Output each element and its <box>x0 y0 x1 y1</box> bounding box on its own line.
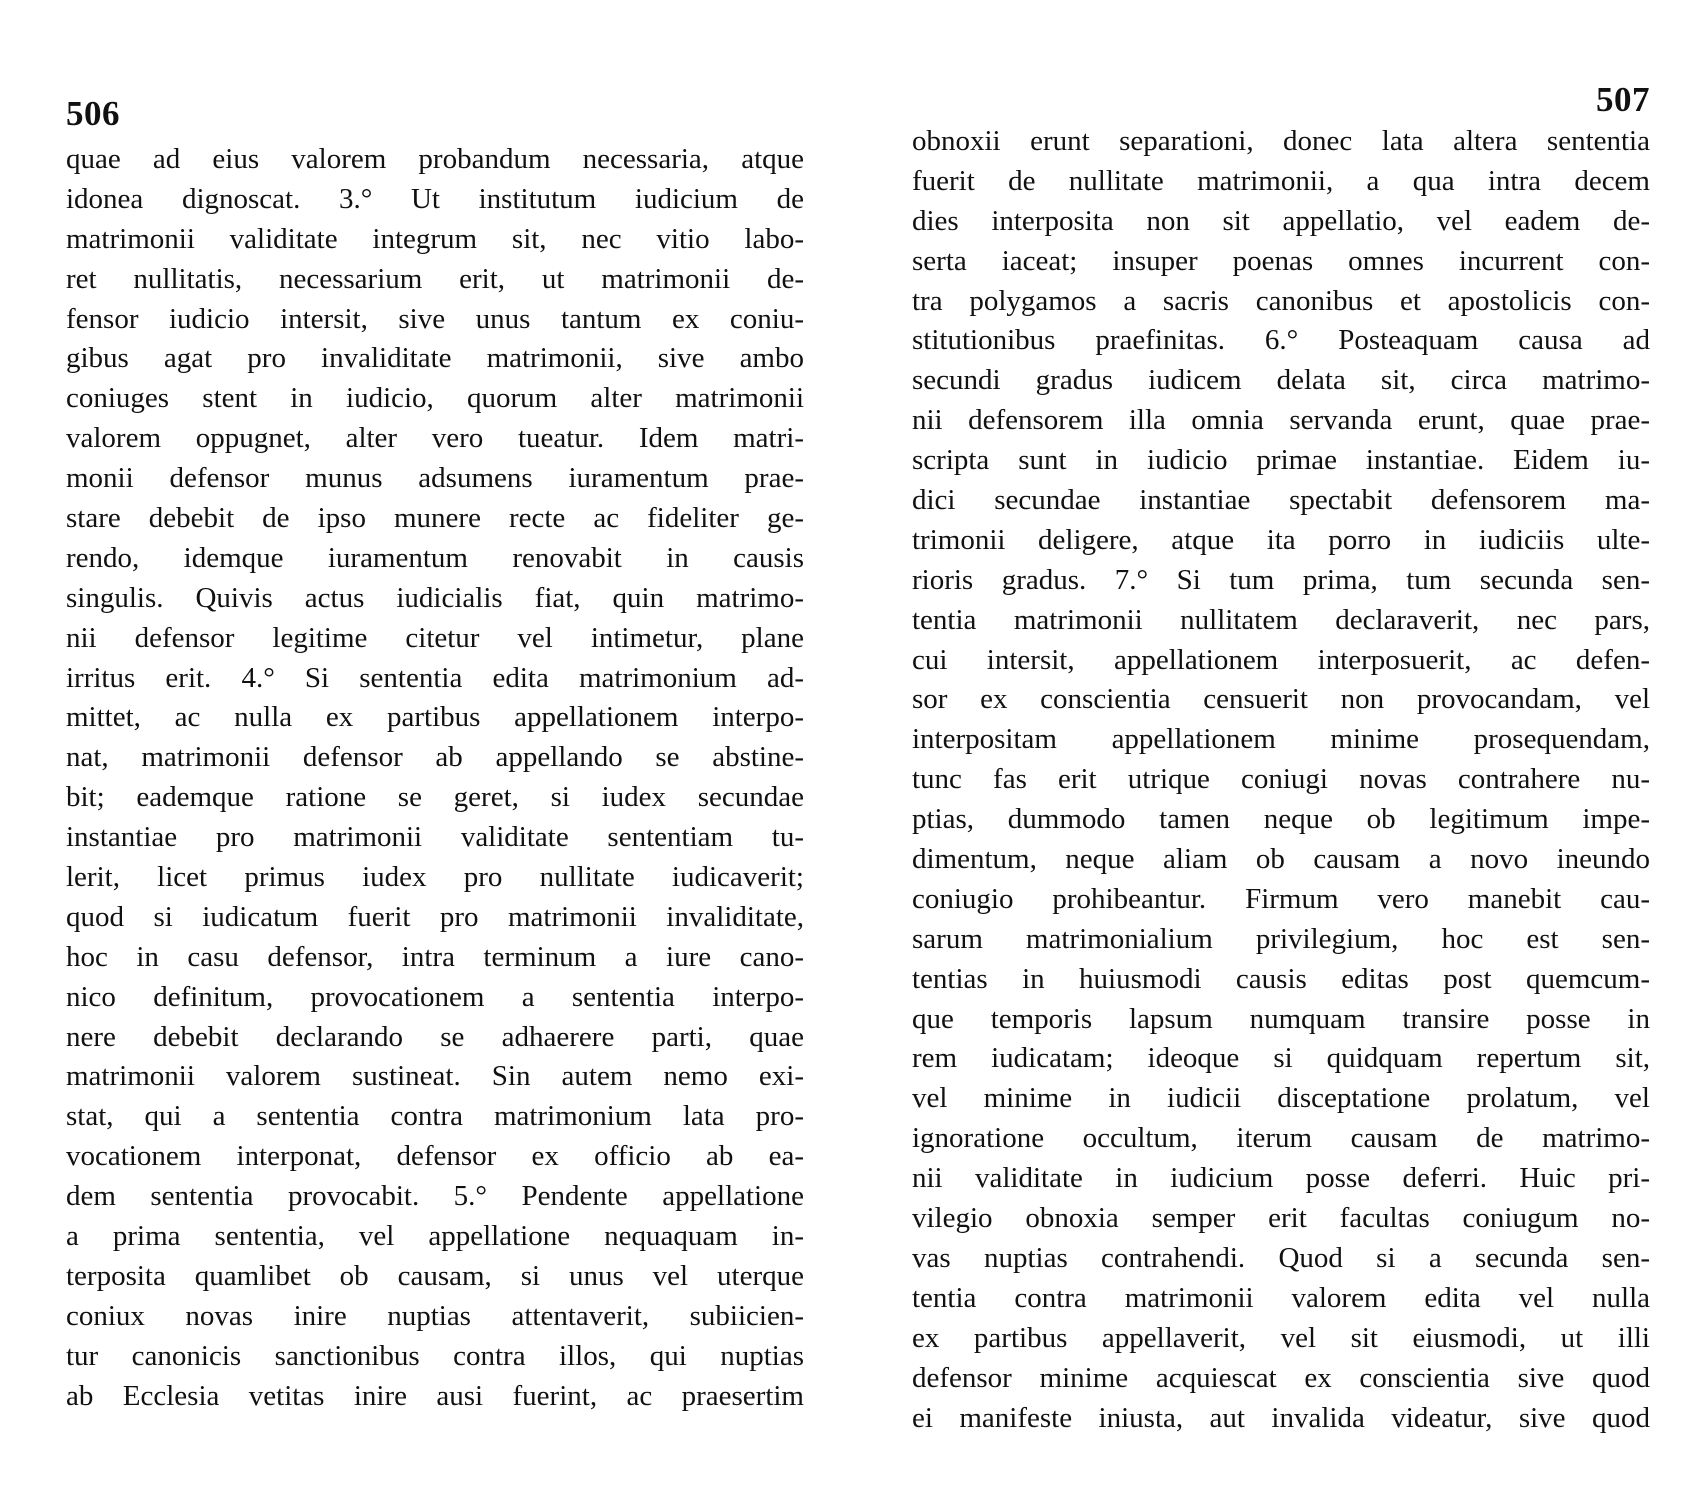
text-line: instantiae pro matrimonii validitate sententiam tu- <box>66 821 804 854</box>
text-line: monii defensor munus adsumens iuramentum prae- <box>66 462 804 495</box>
text-line: mittet, ac nulla ex partibus appellationem interpo- <box>66 701 804 734</box>
text-line: dem sententia provocabit. 5.° Pendente appellatione <box>66 1180 804 1213</box>
text-line: stat, qui a sententia contra matrimonium lata pro- <box>66 1100 804 1133</box>
text-line: nico definitum, provocationem a sententia interpo- <box>66 980 804 1013</box>
text-line: tra polygamos a sacris canonibus et apostolicis con- <box>912 284 1650 317</box>
text-line: interpositam appellationem minime prosequendam, <box>912 723 1650 756</box>
text-line: vocationem interponat, defensor ex officio ab ea- <box>66 1140 804 1173</box>
text-line: nere debebit declarando se adhaerere parti, quae <box>66 1020 804 1053</box>
text-line: matrimonii valorem sustineat. Sin autem nemo exi- <box>66 1060 804 1093</box>
text-line: rem iudicatam; ideoque si quidquam repertum sit, <box>912 1042 1650 1075</box>
text-line: nat, matrimonii defensor ab appellando se abstine- <box>66 741 804 774</box>
text-line: bit; eademque ratione se geret, si iudex secundae <box>66 781 804 814</box>
text-line: sor ex conscientia censuerit non provocandam, vel <box>912 683 1650 716</box>
text-line: scripta sunt in iudicio primae instantiae. Eidem iu- <box>912 444 1650 477</box>
text-line: tentia contra matrimonii valorem edita vel nulla <box>912 1281 1650 1314</box>
text-line: valorem oppugnet, alter vero tueatur. Idem matri- <box>66 422 804 455</box>
text-line: gibus agat pro invaliditate matrimonii, sive ambo <box>66 342 804 375</box>
left-page-text <box>66 140 804 1417</box>
right-page-number: 507 <box>1596 80 1650 119</box>
text-line: tur canonicis sanctionibus contra illos, qui nuptias <box>66 1339 804 1372</box>
text-line: coniux novas inire nuptias attentaverit, subiicien- <box>66 1299 804 1332</box>
text-line: vel minime in iudicii disceptatione prolatum, vel <box>912 1082 1650 1115</box>
text-line: quod si iudicatum fuerit pro matrimonii invaliditate, <box>66 900 804 933</box>
text-line: matrimonii validitate integrum sit, nec vitio labo- <box>66 222 804 255</box>
text-line: hoc in casu defensor, intra terminum a iure cano- <box>66 940 804 973</box>
left-page-number: 506 <box>66 94 120 133</box>
right-page-text <box>912 122 1650 1438</box>
text-line: ei manifeste iniusta, aut invalida videatur, sive quod <box>912 1401 1650 1434</box>
text-line: ignoratione occultum, iterum causam de matrimo- <box>912 1122 1650 1155</box>
text-line: coniuges stent in iudicio, quorum alter matrimonii <box>66 382 804 415</box>
text-line: secundi gradus iudicem delata sit, circa matrimo- <box>912 364 1650 397</box>
text-line: stitutionibus praefinitas. 6.° Posteaquam causa ad <box>912 324 1650 357</box>
text-line: singulis. Quivis actus iudicialis fiat, quin matrimo- <box>66 581 804 614</box>
text-line: que temporis lapsum numquam transire posse in <box>912 1002 1650 1035</box>
text-line: ex partibus appellaverit, vel sit eiusmodi, ut illi <box>912 1321 1650 1354</box>
text-line: a prima sententia, vel appellatione nequaquam in- <box>66 1220 804 1253</box>
text-line: lerit, licet primus iudex pro nullitate iudicaverit; <box>66 861 804 894</box>
text-line: defensor minime acquiescat ex conscientia sive quod <box>912 1361 1650 1394</box>
text-line: trimonii deligere, atque ita porro in iudiciis ulte- <box>912 523 1650 556</box>
text-line: nii defensorem illa omnia servanda erunt, quae prae- <box>912 404 1650 437</box>
text-line: serta iaceat; insuper poenas omnes incurrent con- <box>912 244 1650 277</box>
text-line: fensor iudicio intersit, sive unus tantum ex coniu- <box>66 302 804 335</box>
text-line: dies interposita non sit appellatio, vel eadem de- <box>912 204 1650 237</box>
text-line: stare debebit de ipso munere recte ac fideliter ge- <box>66 502 804 535</box>
text-line: idonea dignoscat. 3.° Ut institutum iudicium de <box>66 182 804 215</box>
text-line: terposita quamlibet ob causam, si unus vel uterque <box>66 1259 804 1292</box>
text-line: tentias in huiusmodi causis editas post quemcum- <box>912 962 1650 995</box>
text-line: cui intersit, appellationem interposuerit, ac defen- <box>912 643 1650 676</box>
text-line: dici secundae instantiae spectabit defensorem ma- <box>912 484 1650 517</box>
text-line: irritus erit. 4.° Si sententia edita matrimonium ad- <box>66 661 804 694</box>
text-line: rioris gradus. 7.° Si tum prima, tum secunda sen- <box>912 563 1650 596</box>
text-line: quae ad eius valorem probandum necessaria, atque <box>66 143 804 175</box>
text-line: coniugio prohibeantur. Firmum vero manebit cau- <box>912 882 1650 915</box>
text-line: tentia matrimonii nullitatem declaraverit, nec pars, <box>912 603 1650 636</box>
text-line: nii validitate in iudicium posse deferri. Huic pri- <box>912 1162 1650 1195</box>
text-line: vas nuptias contrahendi. Quod si a secunda sen- <box>912 1241 1650 1274</box>
text-line: ab Ecclesia vetitas inire ausi fuerint, ac praesertim <box>66 1379 804 1412</box>
text-line: tunc fas erit utrique coniugi novas contrahere nu- <box>912 763 1650 796</box>
text-line: obnoxii erunt separationi, donec lata altera sententia <box>912 125 1650 157</box>
text-line: ptias, dummodo tamen neque ob legitimum impe- <box>912 803 1650 836</box>
text-line: ret nullitatis, necessarium erit, ut matrimonii de- <box>66 262 804 295</box>
text-line: sarum matrimonialium privilegium, hoc est sen- <box>912 922 1650 955</box>
text-line: dimentum, neque aliam ob causam a novo ineundo <box>912 843 1650 876</box>
text-line: vilegio obnoxia semper erit facultas coniugum no- <box>912 1202 1650 1235</box>
text-line: rendo, idemque iuramentum renovabit in causis <box>66 541 804 574</box>
text-line: fuerit de nullitate matrimonii, a qua intra decem <box>912 164 1650 197</box>
text-line: nii defensor legitime citetur vel intimetur, plane <box>66 621 804 654</box>
